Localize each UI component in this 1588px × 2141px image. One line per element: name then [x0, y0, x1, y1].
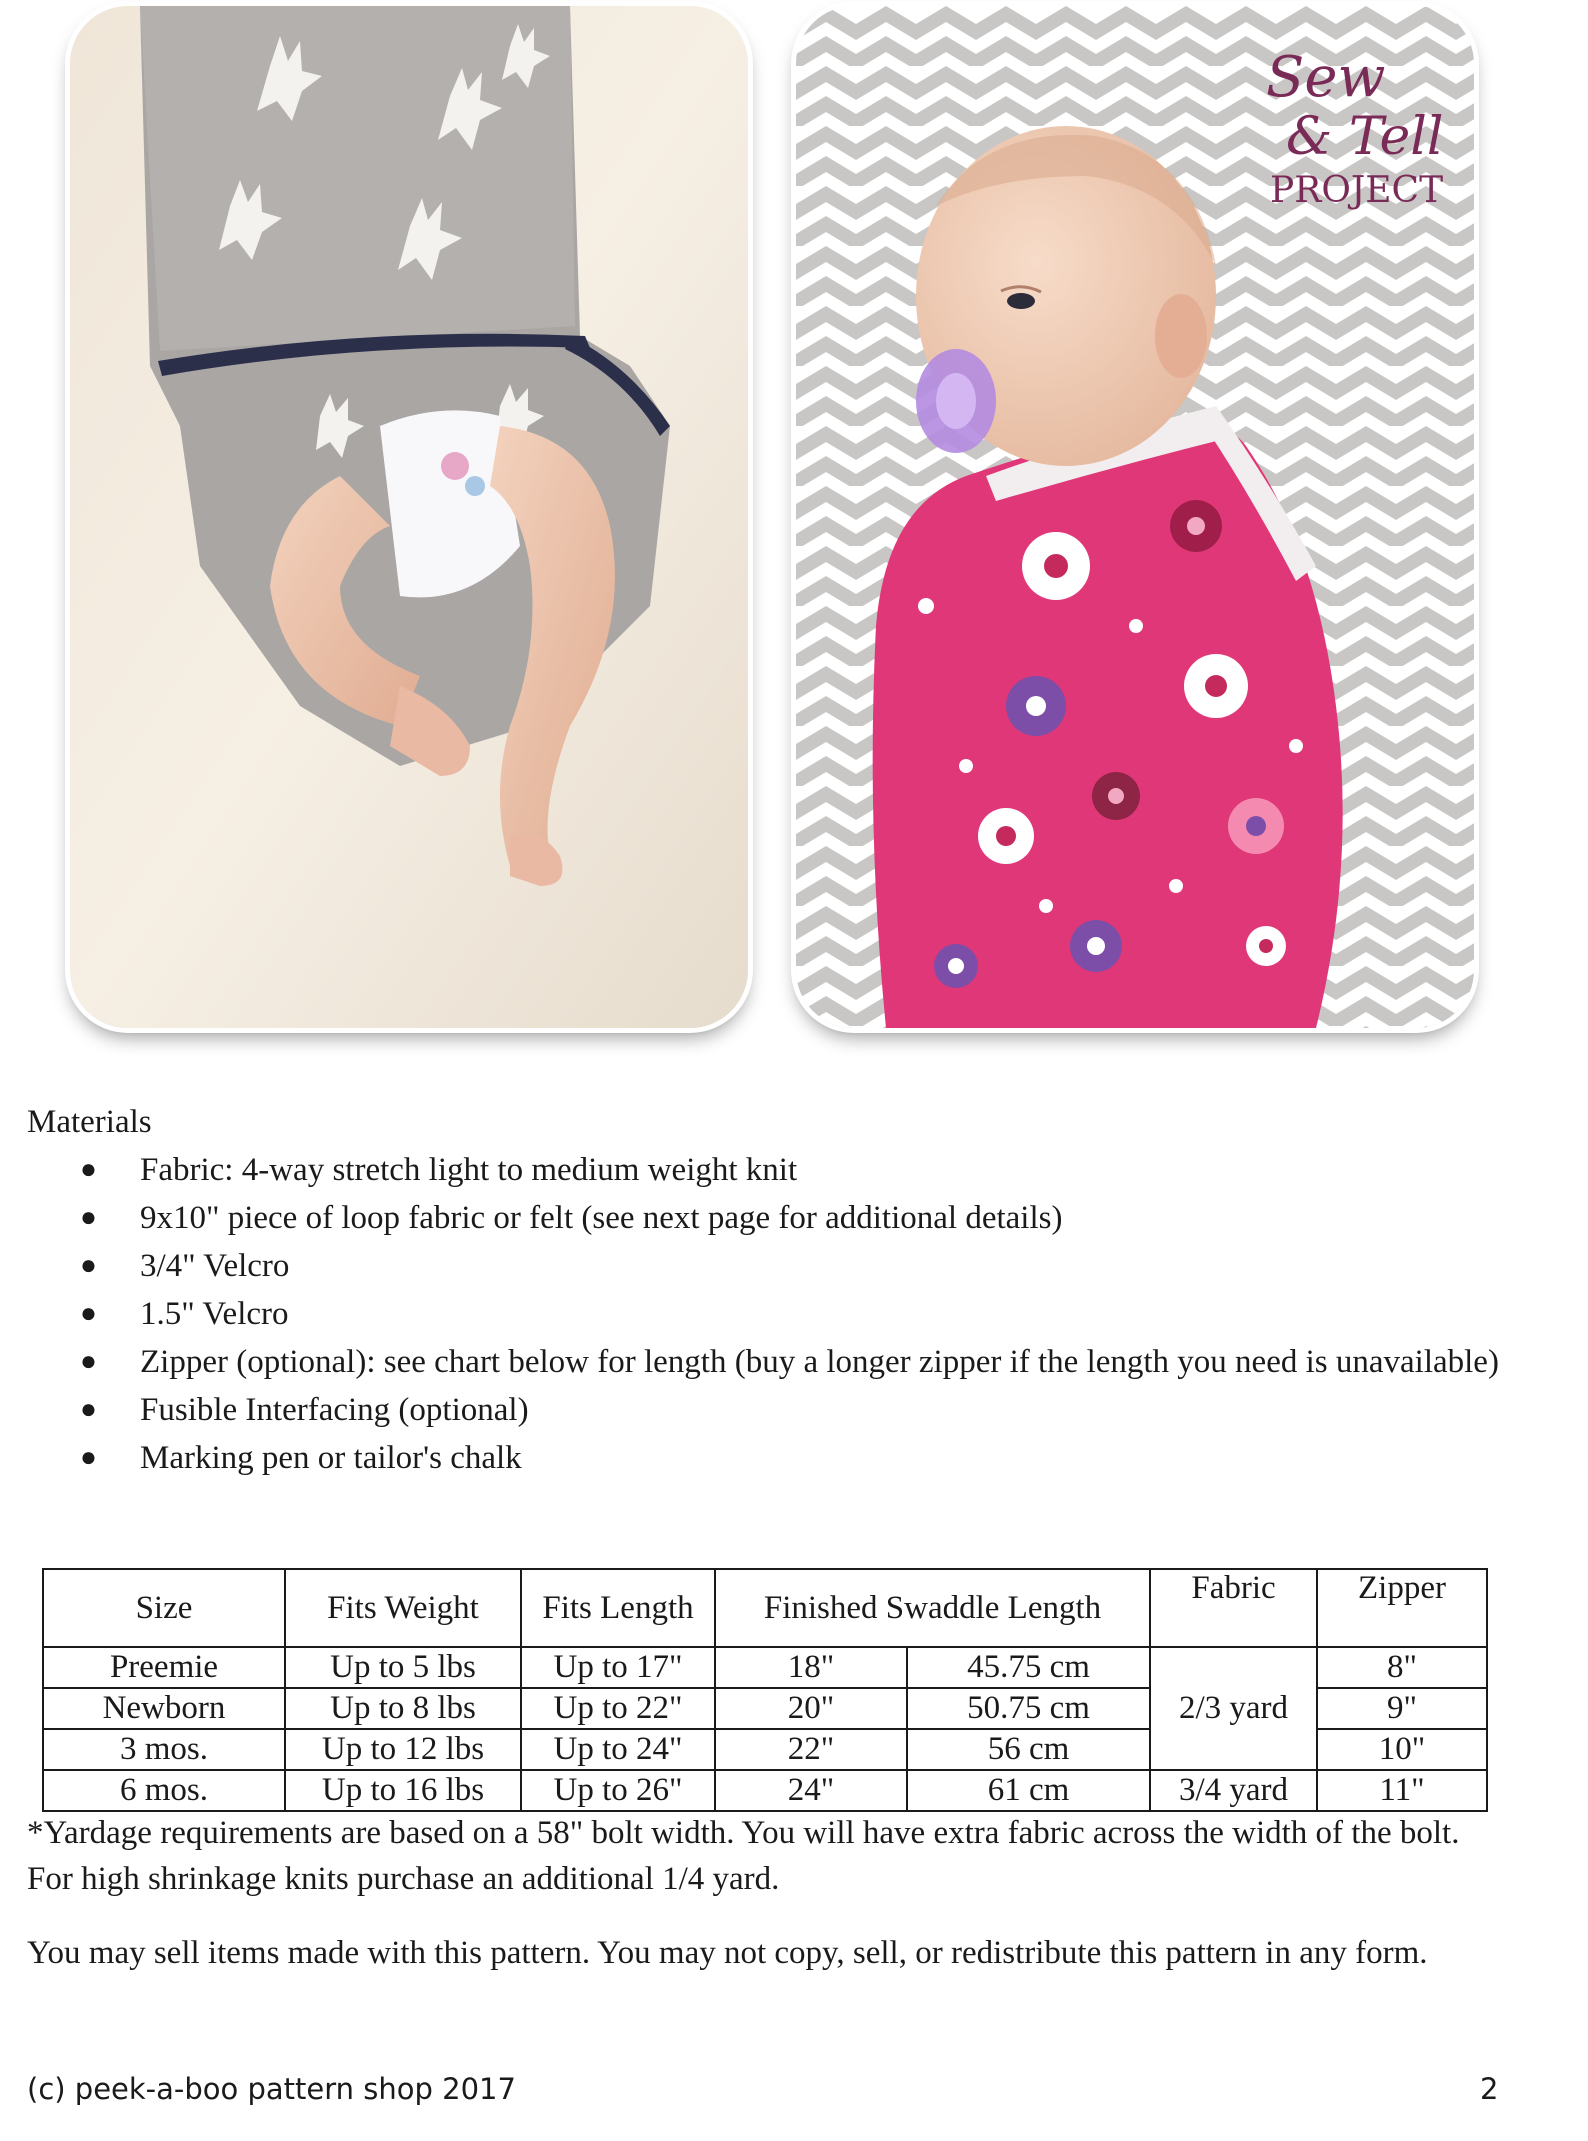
cell-length: Up to 17": [521, 1647, 715, 1688]
table-header-row: [43, 1569, 1487, 1647]
material-text: Fusible Interfacing (optional): [140, 1392, 529, 1428]
list-item: [80, 1196, 1480, 1240]
cell-inches: 22": [715, 1729, 907, 1770]
materials-list: [80, 1148, 1499, 1484]
cell-cm: 45.75 cm: [907, 1647, 1150, 1688]
logo-line-1: Sew: [1266, 45, 1386, 110]
cell-zipper: 11": [1317, 1770, 1487, 1811]
cell-zipper: 9": [1317, 1688, 1487, 1729]
cell-weight: Up to 12 lbs: [285, 1729, 521, 1770]
usage-rights-text: You may sell items made with this pattern. You may not copy, sell, or redistribute this pattern in any form.: [27, 1935, 1428, 1971]
logo-line-2: & Tell: [1286, 107, 1444, 167]
bullet-icon: ●: [80, 1250, 97, 1281]
size-chart-table: [42, 1568, 1488, 1812]
cell-size: 3 mos.: [43, 1729, 285, 1770]
cell-cm: 50.75 cm: [907, 1688, 1150, 1729]
cell-fabric-small: 2/3 yard: [1150, 1647, 1317, 1770]
cell-zipper: 10": [1317, 1729, 1487, 1770]
header-size: Size: [43, 1569, 285, 1647]
cell-cm: 61 cm: [907, 1770, 1150, 1811]
list-item: [80, 1436, 1480, 1480]
bullet-icon: ●: [80, 1154, 97, 1185]
logo-line-3: PROJECT: [1270, 170, 1444, 211]
left-photo: [70, 6, 748, 1028]
cell-cm: 56 cm: [907, 1729, 1150, 1770]
cell-weight: Up to 16 lbs: [285, 1770, 521, 1811]
bullet-icon: ●: [80, 1346, 97, 1377]
grey-swaddle-illustration: [70, 6, 748, 1028]
bullet-icon: ●: [80, 1298, 97, 1329]
header-zipper: Zipper: [1317, 1569, 1487, 1647]
table-row: [43, 1770, 1487, 1811]
header-fits-weight: Fits Weight: [285, 1569, 521, 1647]
cell-weight: Up to 5 lbs: [285, 1647, 521, 1688]
material-text: 1.5" Velcro: [140, 1296, 289, 1332]
cell-size: Newborn: [43, 1688, 285, 1729]
header-finished-length: Finished Swaddle Length: [715, 1569, 1150, 1647]
bullet-icon: ●: [80, 1394, 97, 1425]
footer-copyright: (c) peek-a-boo pattern shop 2017: [27, 2072, 516, 2106]
cell-inches: 18": [715, 1647, 907, 1688]
bullet-icon: ●: [80, 1442, 97, 1473]
list-item: [80, 1340, 1500, 1384]
cell-size: Preemie: [43, 1647, 285, 1688]
materials-heading: Materials: [27, 1104, 152, 1140]
material-text: 3/4" Velcro: [140, 1248, 290, 1284]
pink-swaddle-illustration: [796, 6, 1474, 1028]
cell-length: Up to 26": [521, 1770, 715, 1811]
material-text: Marking pen or tailor's chalk: [140, 1440, 522, 1476]
page-number: 2: [1480, 2072, 1499, 2106]
list-item: [80, 1292, 1480, 1336]
header-fits-length: Fits Length: [521, 1569, 715, 1647]
list-item: [80, 1148, 1480, 1192]
cell-size: 6 mos.: [43, 1770, 285, 1811]
bullet-icon: ●: [80, 1202, 97, 1233]
material-text: Fabric: 4-way stretch light to medium weight knit: [140, 1152, 798, 1188]
header-fabric: Fabric: [1150, 1569, 1317, 1647]
cell-weight: Up to 8 lbs: [285, 1688, 521, 1729]
list-item: [80, 1388, 1480, 1432]
cell-inches: 20": [715, 1688, 907, 1729]
cell-zipper: 8": [1317, 1647, 1487, 1688]
cell-inches: 24": [715, 1770, 907, 1811]
yardage-note: *Yardage requirements are based on a 58" bolt width. You will have extra fabric across the width of the bolt. For high shrinkage knits purchase an additional 1/4 yard.: [27, 1815, 1460, 1897]
right-photo: [796, 6, 1474, 1028]
cell-length: Up to 24": [521, 1729, 715, 1770]
cell-length: Up to 22": [521, 1688, 715, 1729]
material-text: Zipper (optional): see chart below for length (buy a longer zipper if the length you need is unavailable): [140, 1344, 1499, 1380]
cell-fabric-large: 3/4 yard: [1150, 1770, 1317, 1811]
material-text: 9x10" piece of loop fabric or felt (see next page for additional details): [140, 1200, 1063, 1236]
list-item: [80, 1244, 1480, 1288]
table-row: [43, 1647, 1487, 1688]
